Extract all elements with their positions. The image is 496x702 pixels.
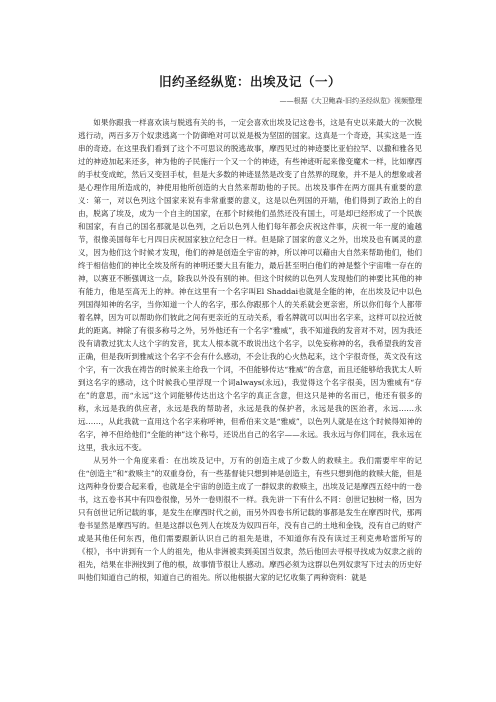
page-title: 旧约圣经纵览：出埃及记（一）: [158, 74, 341, 89]
paragraph-1: 如果你跟我一样喜欢读与脱逃有关的书，一定会喜欢出埃及记这卷书，这是有史以来最大的一次脱逃行动，两百多万个奴隶逃离一个防御绝对可以说是极为坚固的国家。这真是一个奇迹，其实这是一连串的奇迹。在这里我们看到了这个不可思议的脱逃故事，摩西见过的神迹要比亚伯拉罕、以撒和雅各见过的神迹加起来还多，神为他的子民施行一个又一个的神迹，有些神迹听起来像变魔术一样，比如摩西的手杖变成蛇，然后又变回手杖，但是大多数的神迹显然是改变了自然界的现象，并不是人的想象或者是心理作用所造成的，神使用他所创造的大自然来帮助他的子民。出埃及事件在两方面具有重要的意义：第一，对以色列这个国家来说有非常重要的意义，这是以色列国的开端，他们得到了政治上的自由，脱离了埃及，成为一个自主的国家，在那个时候他们虽然还没有国土，可是却已经形成了一个民族和国家，有自己的国名那就是以色列，之后以色列人他们每年都会庆祝这件事，庆祝一年一度的逾越节，很像美国每年七月四日庆祝国家独立纪念日一样。但是除了国家的意义之外，出埃及也有属灵的意义，因为他们这个时候才发现，他们的神是创造全宇宙的神，所以神可以藉由大自然来帮助他们，他们终于相信他们的神比全埃及所有的神明还要大且有能力，最后甚至明白他们的神是整个宇宙唯一存在的神，以赛亚不断强调这一点，除我以外没有别的神。但这个时候的以色列人发现他们的神要比其他的神有能力，他是至高无上的神。神在这里有一个名字叫El Shaddai也就是全能的神，在出埃及记中以色列国得知神的名字，当你知道一个人的名字，那么你跟那个人的关系就会更亲密，所以你们每个人都带着名牌，因为可以帮助你们彼此之间有更亲近的互动关系，看名牌就可以叫出名字来，这样可以拉近彼此的距离。神除了有很多称号之外，另外他还有一个名字“雅威”，我不知道我的发音对不对，因为我还没有请教过犹太人这个字的发音，犹太人根本就不敢说出这个名字，以免妄称神的名，我希望我的发音正确，但是我听到雅威这个名字不会有什么感动，不会让我的心火热起来，这个字很奇怪，英文没有这个字，有一次我在祷告的时候来主给我一个词，不但能够传达“雅威”的含意，而且还能够给我犹太人听到这名字的感动，这个时候我心里浮现一个词always(永远)，我觉得这个名字很美，因为雅威有“存在”的意思，而“永远”这个词能够传达出这个名字的真正含意，但这只是神的名而已，他还有很多的称，永远是我的供应者，永远是我的帮助者，永远是我的保护者，永远是我的医治者，永远……永远……，从此我就一直用这个名字来称呼神，但希伯来文是“雅威”，以色列人就是在这个时候得知神的名字，神不但给他们“全能的神”这个称号，还说出自己的名字——永远。我永远与你们同在，我永远在这里，我永远不变。: [78, 118, 422, 452]
document-page: [78, 72, 422, 584]
page-subtitle: ——根据《大卫鲍森-旧约圣经纵览》视频整理: [279, 97, 422, 105]
paragraph-2: 从另外一个角度来看：在出埃及记中，万有的创造主成了少数人的救赎主。我们需要牢牢的记住“创造主”和“救赎主”的双重身份，有一些基督徒只想到神是创造主，有些只想到他的救赎大能，但是这两种身份要合起来看，也就是全宇宙的创造主成了一群奴隶的救赎主，出埃及记是摩西五经中的一卷书，这五卷书其中有四卷很像，另外一卷则很不一样。我先讲一下有什么不同：创世记独树一格，因为只有创世记所记载的事，是发生在摩西时代之前，而另外四卷书所记载的事都是发生在摩西时代，那两卷书显然是摩西写的。但是这群以色列人在埃及为奴四百年，没有自己的土地和金钱，没有自己的财产或是其他任何东西，他们需要跟新认识自己的祖先是谁，不知道你有没有读过王利克弗哈雷所写的《根》，书中讲到有一个人的祖先，他从非洲被卖到美国当奴隶，然后他回去寻根寻找成为奴隶之前的祖先，结果在非洲找到了他的根，故事情节很让人感动。摩西必须为这群以色列奴隶写下过去的历史好叫他们知道自己的根，知道自己的祖先。所以他根据大家的记忆收集了两种资料：就是: [78, 456, 422, 582]
